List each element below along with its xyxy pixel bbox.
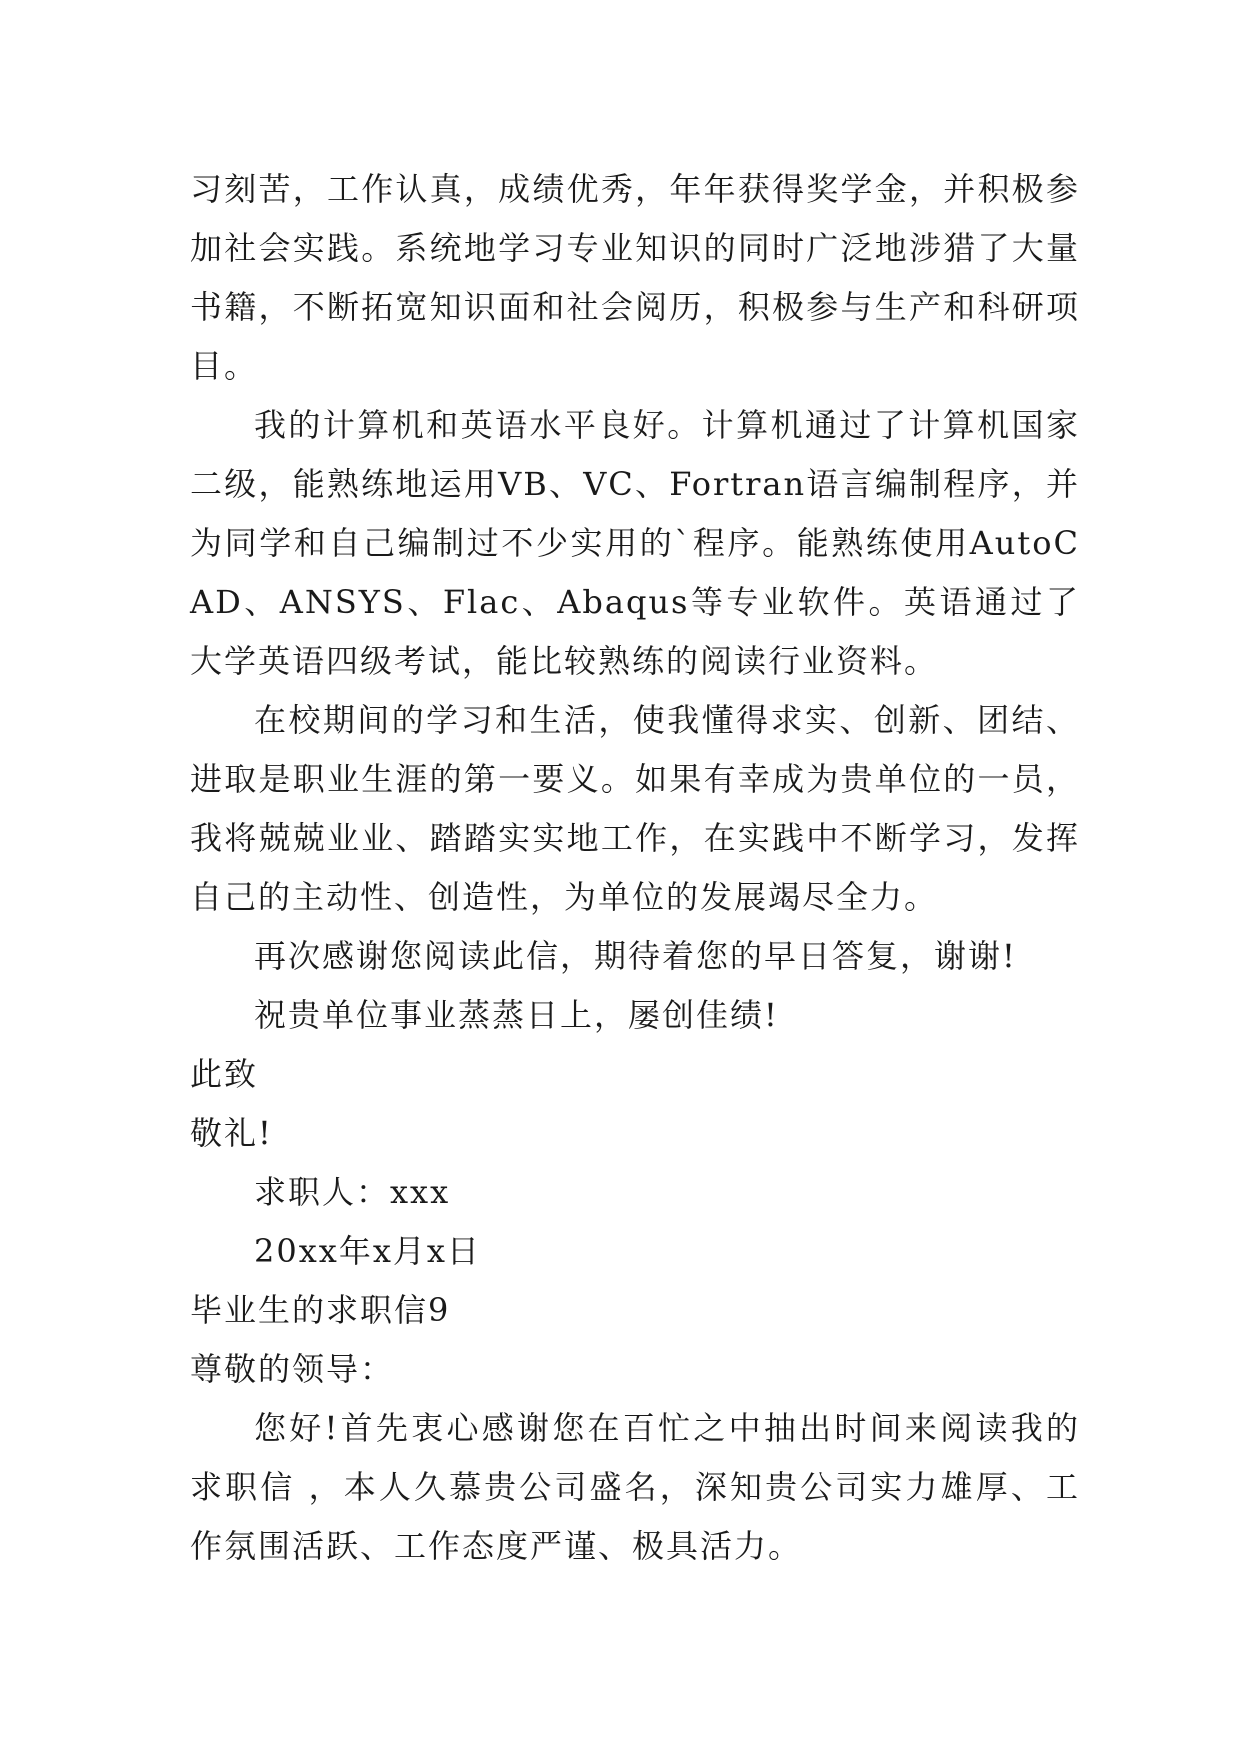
greeting-line: 尊敬的领导： [190, 1350, 395, 1388]
paragraph-study: 习刻苦，工作认真，成绩优秀，年年获得奖学金，并积极参加社会实践。系统地学习专业知识的同时广泛地涉猎了大量书籍，不断拓宽知识面和社会阅历，积极参与生产和科研项目。 [190, 170, 1080, 385]
thanks-line: 再次感谢您阅读此信，期待着您的早日答复，谢谢! [254, 937, 1017, 975]
paragraph-skills: 我的计算机和英语水平良好。计算机通过了计算机国家二级，能熟练地运用VB、VC、Fortran语言编制程序，并为同学和自己编制过不少实用的`程序。能熟练使用AutoCAD、ANSYS、Flac、Abaqus等专业软件。英语通过了大学英语四级考试，能比较熟练的阅读行业资料。 [190, 406, 1080, 680]
paragraph-opening: 您好!首先衷心感谢您在百忙之中抽出时间来阅读我的求职信 ，本人久慕贵公司盛名，深知贵公司实力雄厚、工作氛围活跃、工作态度严谨、极具活力。 [190, 1409, 1080, 1565]
wish-line: 祝贵单位事业蒸蒸日上，屡创佳绩! [254, 996, 779, 1034]
section-heading: 毕业生的求职信9 [190, 1291, 451, 1329]
document-body [190, 160, 1080, 1576]
paragraph-values: 在校期间的学习和生活，使我懂得求实、创新、团结、进取是职业生涯的第一要义。如果有幸成为贵单位的一员，我将兢兢业业、踏踏实实地工作，在实践中不断学习，发挥自己的主动性、创造性，为单位的发展竭尽全力。 [190, 701, 1080, 916]
salutation-jingli: 敬礼! [190, 1114, 273, 1152]
salutation-cizhi: 此致 [190, 1055, 259, 1093]
signature-applicant: 求职人：xxx [254, 1173, 451, 1211]
signature-date: 20xx年x月x日 [254, 1232, 481, 1270]
